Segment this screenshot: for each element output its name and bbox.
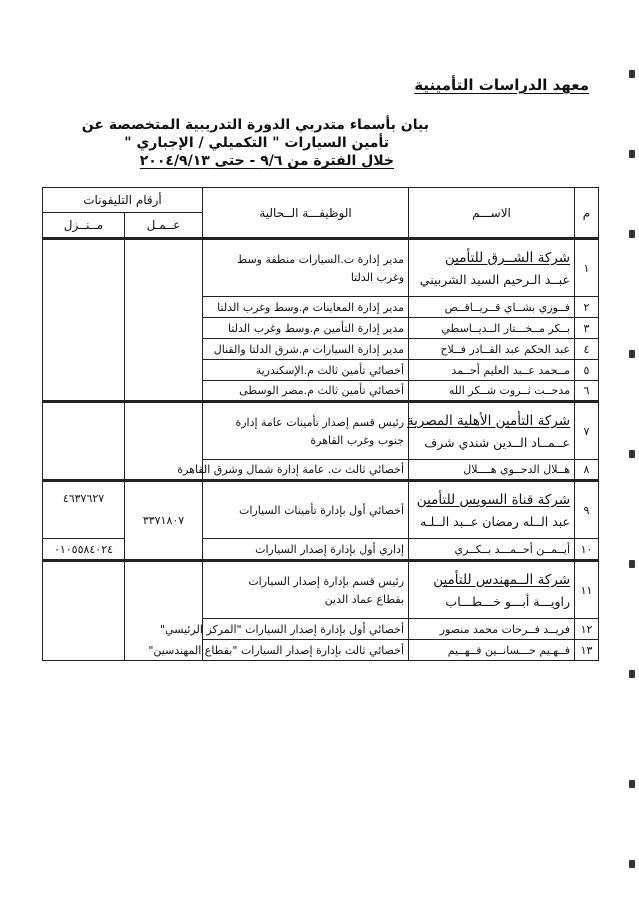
table-row [43,561,599,619]
person-name: راويـــة أبـــو خـــطـــاب [445,593,571,609]
name-cell [409,481,575,539]
name-cell [409,239,575,297]
name-cell [406,402,575,460]
scan-mark [629,560,635,568]
work-phone: ٣٣٧١٨٠٧ [125,481,203,561]
scan-mark [629,670,635,678]
job-title: مدير إدارة التأمين م.وسط وغرب الدلتا [203,318,409,339]
person-name: عــمــاد الــدين شندي شرف [424,434,571,450]
job-title: أخصائي ثالث بإدارة إصدار السيارات "بقطاع المهندسين" [203,640,409,661]
col-name-header: الاســـم [409,188,575,239]
row-num: ٢ [575,297,599,318]
col-num-header: م [575,188,599,239]
job-title: أخصائي أول بإدارة تأمينات السيارات [203,481,409,539]
trainees-table [42,187,599,661]
row-num: ٩ [575,481,599,539]
job-title: مدير إدارة المعاينات م.وسط وغرب الدلتا [203,297,409,318]
home-phone: ٠١٠٥٥٨٤٠٢٤ [43,539,125,561]
job-title: مدير إدارة السيارات م.شرق الدلتا والقنال [203,339,409,360]
row-num: ٣ [575,318,599,339]
home-phone-cell [43,402,125,481]
table-row [43,402,599,460]
company-name: شركة التأمين الأهلية المصرية [406,412,571,429]
person-name: عبد الــله رمضان عــبد الــلـه [420,513,571,529]
job-title: رئيس قسم إصدار تأمينات عامة إدارة [235,415,405,429]
institute-title: معهد الدراسات التأمينية [414,76,589,94]
person-name: مــحمد عــبد العليم أحــمد [409,360,575,381]
col-home-header: مــنــزل [43,213,125,239]
name-cell [409,561,575,619]
person-name: هــلال الدجــوي هــــلال [409,460,575,481]
job-cell [203,239,409,297]
job-title: رئيس قسم بإدارة إصدار السيارات [248,574,405,588]
row-num: ١٢ [575,619,599,640]
row-num: ١١ [575,561,599,619]
scan-mark [629,350,635,358]
col-work-header: عــمـل [125,213,203,239]
scan-mark [629,780,635,788]
job-title: أخصائي أول بإدارة إصدار السيارات "المركز الرئيسي" [203,619,409,640]
header-line-1: بيان بأسماء متدربي الدورة التدريبية المتخصصة عن [81,117,429,133]
job-title-line-2: جنوب وغرب القاهرة [310,433,405,447]
job-title-line-2: بقطاع عماد الدين [324,592,405,606]
scan-mark [629,150,635,158]
scan-mark [629,860,635,868]
table-row [43,481,599,539]
scan-mark [629,70,635,78]
row-num: ٨ [575,460,599,481]
job-title-line-2: وغرب الدلتا [350,270,405,284]
row-num: ٥ [575,360,599,381]
home-phone-cell [43,239,125,402]
job-title: أخصائي تأمين ثالث م.الإسكندرية [203,360,409,381]
col-phones-header: أرقام التليفونات [43,188,203,213]
person-name: فريــد فــرحات محمد منصور [409,619,575,640]
header-line-2: تأمين السيارات " التكميلي / الإجباري " [124,135,389,151]
table-row [43,239,599,297]
row-num: ٦ [575,381,599,402]
row-num: ١ [575,239,599,297]
header-line-3: خلال الفترة من ٩/٦ - حتى ٢٠٠٤/٩/١٣ [139,153,394,169]
job-cell [203,561,409,619]
job-title: مدير إدارة ت.السيارات منطقة وسط [237,252,405,266]
person-name: عبــد الـرحيم السيد الشربيني [419,271,571,287]
job-title: أخصائي تأمين ثالث م.مصر الوسطى [203,381,409,402]
scan-mark [629,450,635,458]
person-name: عبد الحكم عبد القــادر فــلاح [409,339,575,360]
row-num: ٧ [575,402,599,460]
company-name: شركة الــمهندس للتأمين [433,571,571,588]
person-name: مدحــت ثــروت شــكر الله [409,381,575,402]
row-num: ١٠ [575,539,599,561]
job-cell [203,402,409,460]
job-title: أخصائي ثالث ت. عامة إدارة شمال وشرق القاهرة [203,460,409,481]
person-name: فــهـيم حـــسانــين فــهــيم [409,640,575,661]
home-phone: ٤٦٣٧٦٢٧ [43,481,125,539]
scan-mark [629,230,635,238]
row-num: ١٣ [575,640,599,661]
col-job-header: الوظيفـــة الــحالية [203,188,409,239]
person-name: أيــمــن أحــمـــد بــكــري [409,539,575,561]
home-phone-cell [43,561,125,661]
company-name: شركة قناة السويس للتأمين [416,491,571,508]
company-name: شركة الشــرق للتأمين [444,249,571,266]
work-phone-cell [125,239,203,402]
person-name: فــوزي بشــاي قــريــاقــص [409,297,575,318]
row-num: ٤ [575,339,599,360]
job-title: إداري أول بإدارة إصدار السيارات [203,539,409,561]
person-name: بــكر مــخـــتار الــديــاسطي [409,318,575,339]
